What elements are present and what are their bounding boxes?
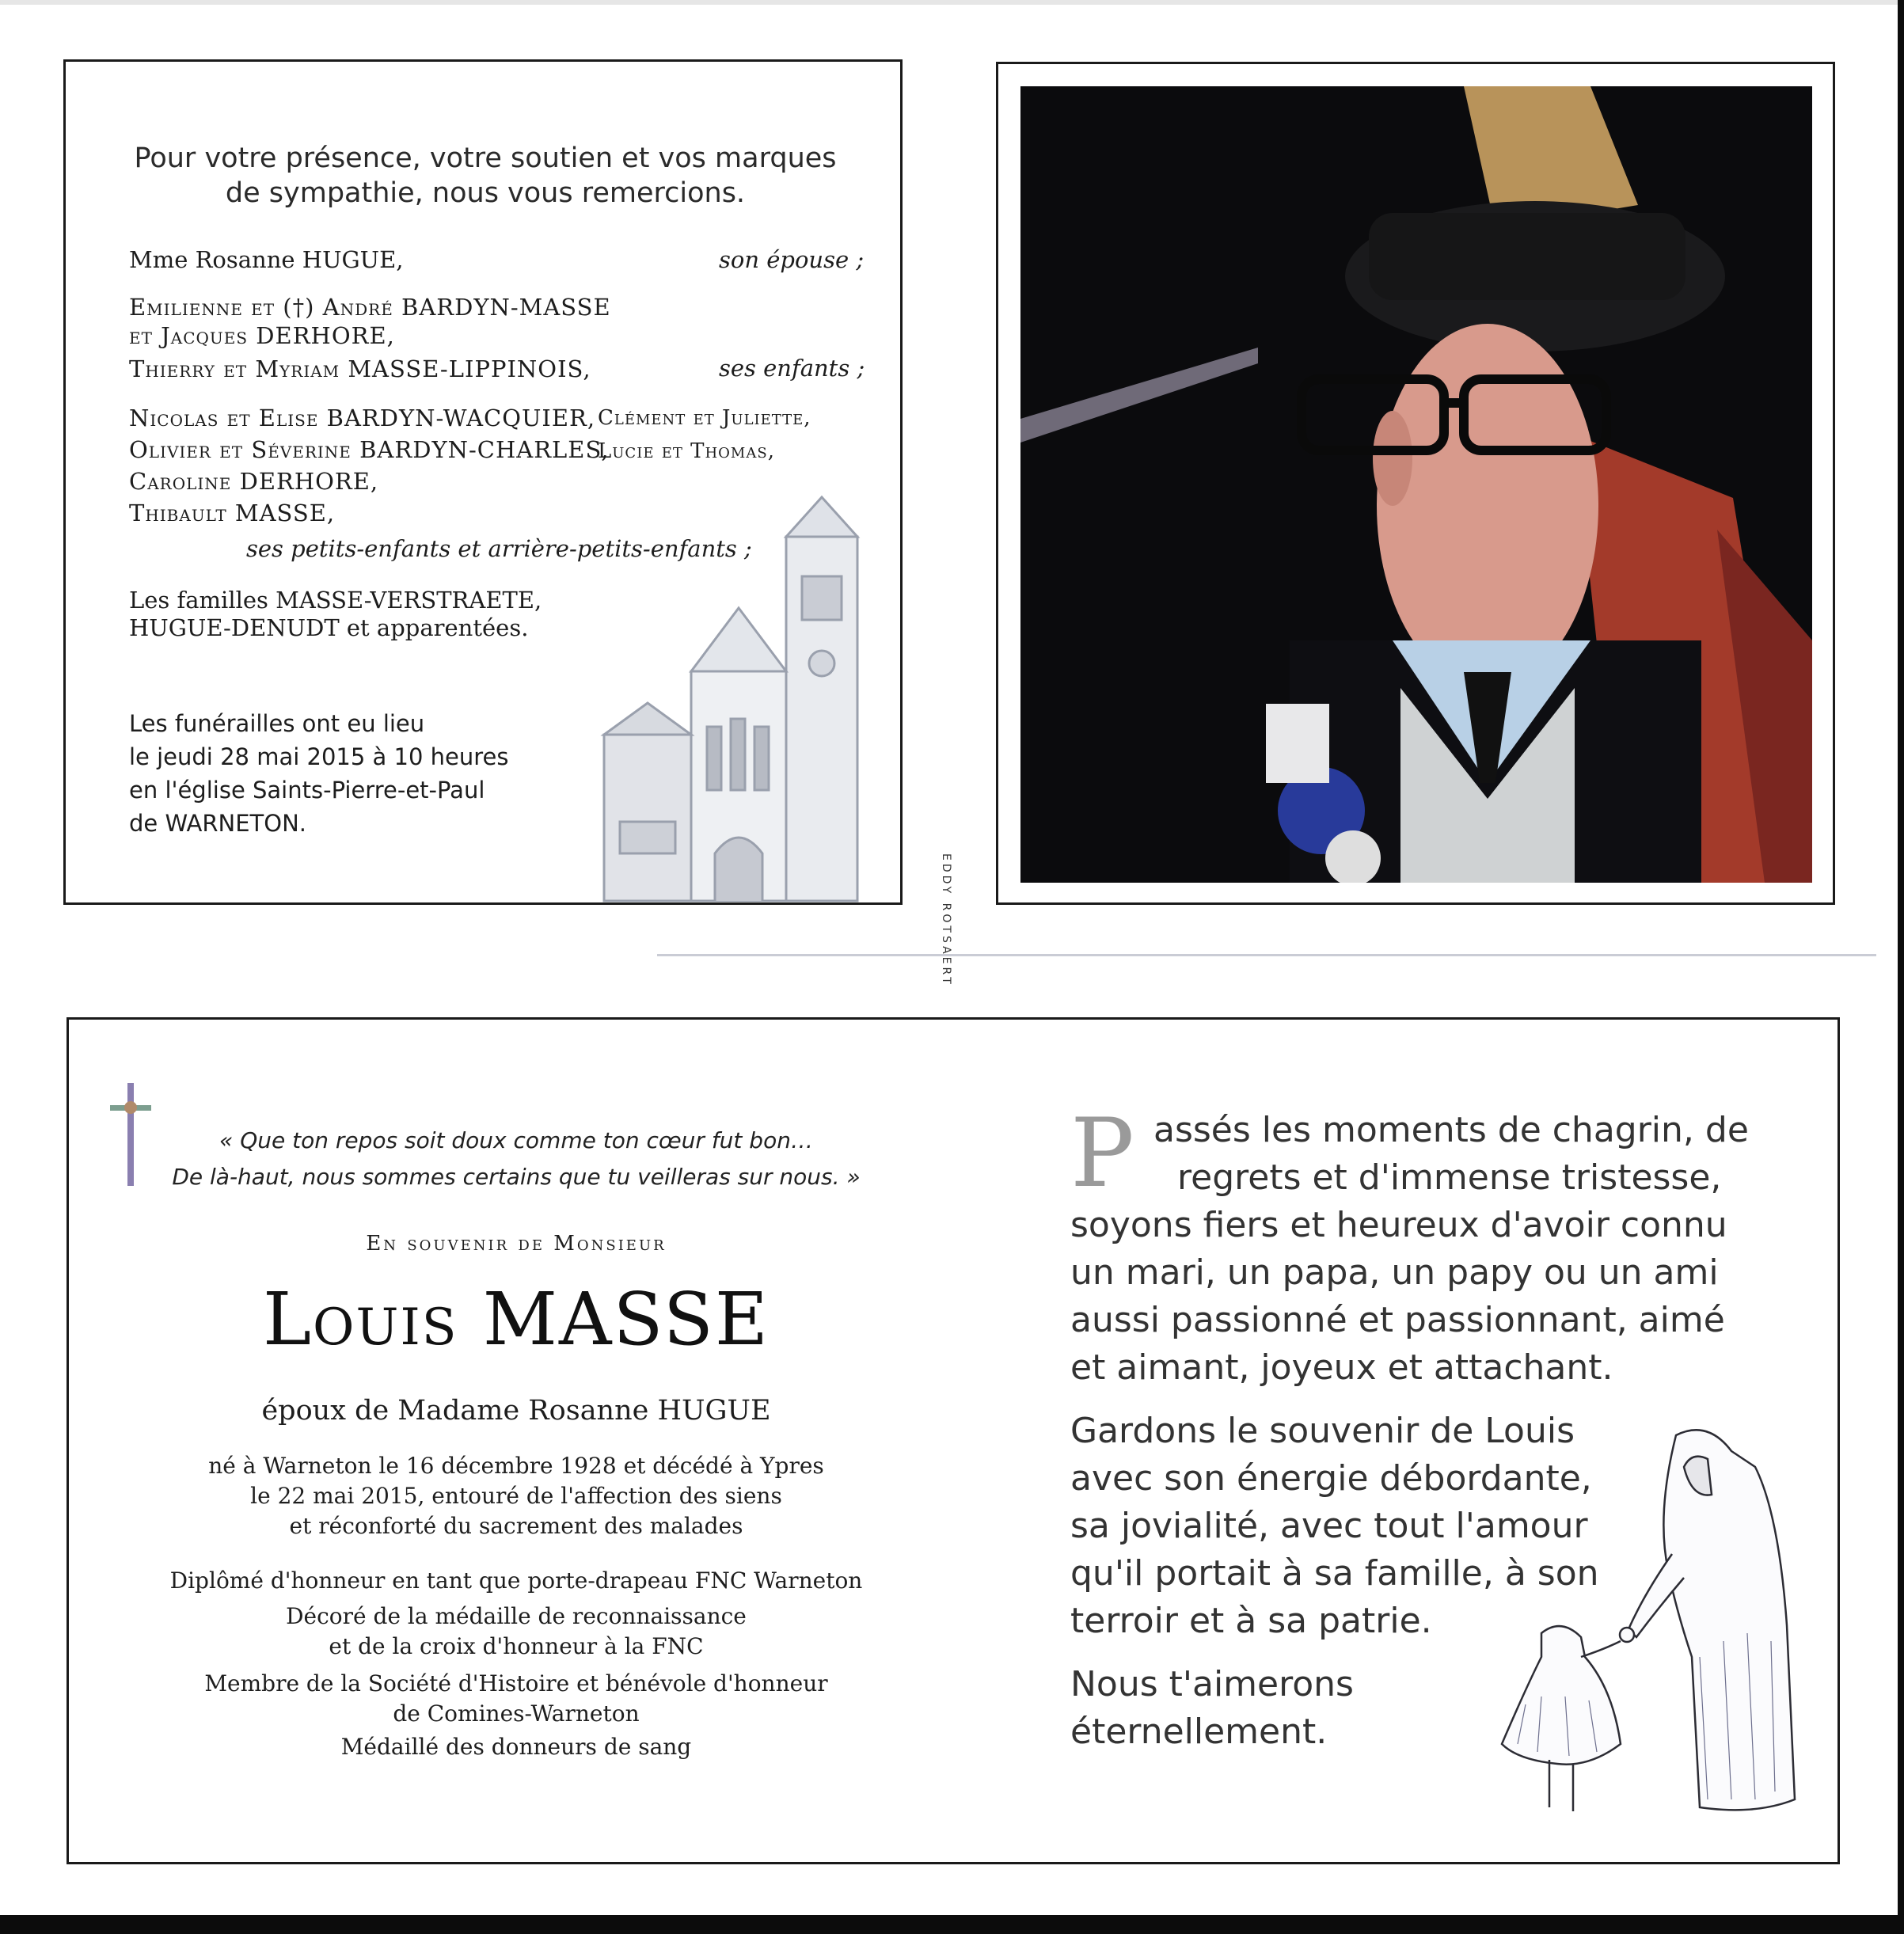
bio-society	[69, 1669, 963, 1729]
memorial-quote	[69, 1123, 963, 1195]
family-extended-1: Les familles MASSE-VERSTRAETE,	[129, 587, 542, 614]
poem-dropcap: P	[1070, 1099, 1134, 1209]
bio-life	[69, 1451, 963, 1541]
role-grandchildren: ses petits-enfants et arrière-petits-enfants ;	[246, 535, 752, 562]
funeral-line-1: Les funérailles ont eu lieu	[129, 710, 425, 737]
portrait-photo	[1020, 86, 1812, 883]
family-extended-2: HUGUE-DENUDT et apparentées.	[129, 614, 529, 641]
bio-line-5: Décoré de la médaille de reconnaissance	[286, 1603, 747, 1629]
family-child-1-partner: et Jacques DERHORE,	[129, 322, 395, 349]
family-grandchild-3: Caroline DERHORE,	[129, 468, 379, 495]
thanks-intro	[66, 141, 905, 211]
photographer-credit: EDDY ROTSAERT	[940, 853, 952, 987]
family-child-2: Thierry et Myriam MASSE-LIPPINOIS,	[129, 355, 591, 382]
thanks-intro-line-2: de sympathie, nous vous remercions.	[225, 177, 746, 209]
family-child-1: Emilienne et (†) André BARDYN-MASSE	[129, 294, 611, 321]
deceased-name: Louis MASSE	[262, 1277, 770, 1362]
funeral-line-2: le jeudi 28 mai 2015 à 10 heures	[129, 743, 509, 770]
thanks-panel	[63, 59, 952, 987]
family-grandchild-4: Thibault MASSE,	[129, 500, 336, 526]
poem-line-1: assés les moments de chagrin, de	[1153, 1110, 1749, 1150]
memorial-panel	[67, 1017, 1840, 1864]
family-greatgrandchildren-1: Clément et Juliette,	[598, 406, 811, 430]
poem-line-7: Gardons le souvenir de Louis	[1070, 1411, 1575, 1451]
bio-honors	[69, 1566, 963, 1596]
photo-panel	[996, 62, 1835, 905]
in-memory-of: En souvenir de Monsieur	[366, 1232, 667, 1256]
poem-line-10: qu'il portait à sa famille, à son	[1070, 1553, 1599, 1594]
poem-line-6: et aimant, joyeux et attachant.	[1070, 1347, 1613, 1388]
bio-decorations	[69, 1602, 963, 1662]
bio-line-3: et réconforté du sacrement des malades	[289, 1513, 743, 1539]
thanks-intro-line-1: Pour votre présence, votre soutien et vos marques	[134, 142, 837, 174]
bio-line-9: Médaillé des donneurs de sang	[340, 1734, 692, 1760]
poem-line-4: un mari, un papa, un papy ou un ami	[1070, 1252, 1719, 1293]
scan-edge-top	[0, 0, 1904, 5]
quote-line-1: « Que ton repos soit doux comme ton cœur fut bon…	[219, 1127, 813, 1153]
bio-blood-donor	[69, 1732, 963, 1762]
bio-line-1: né à Warneton le 16 décembre 1928 et décédé à Ypres	[208, 1453, 824, 1479]
church-illustration	[572, 489, 921, 905]
bio-line-2: le 22 mai 2015, entouré de l'affection des siens	[250, 1483, 782, 1509]
fold-line	[657, 954, 1876, 956]
poem-line-5: aussi passionné et passionnant, aimé	[1070, 1300, 1725, 1340]
family-grandchild-1: Nicolas et Elise BARDYN-WACQUIER,	[129, 405, 596, 431]
spouse-line: époux de Madame Rosanne HUGUE	[261, 1395, 771, 1427]
bio-line-4: Diplômé d'honneur en tant que porte-drapeau FNC Warneton	[169, 1567, 863, 1594]
family-grandchild-2: Olivier et Séverine BARDYN-CHARLES,	[129, 436, 610, 463]
poem-line-8: avec son énergie débordante,	[1070, 1458, 1592, 1499]
role-children: ses enfants ;	[719, 355, 865, 382]
poem-line-12: Nous t'aimerons	[1070, 1664, 1354, 1704]
poem-line-2: regrets et d'immense tristesse,	[1177, 1157, 1722, 1198]
poem-line-9: sa jovialité, avec tout l'amour	[1070, 1506, 1588, 1546]
scan-edge-bottom	[0, 1915, 1904, 1934]
family-spouse: Mme Rosanne HUGUE,	[129, 246, 404, 273]
role-spouse: son épouse ;	[719, 246, 865, 273]
family-greatgrandchildren-2: Lucie et Thomas,	[598, 439, 775, 463]
poem-line-13: éternellement.	[1070, 1712, 1328, 1752]
hooded-figures-illustration	[1494, 1419, 1811, 1831]
poem-line-3: soyons fiers et heureux d'avoir connu	[1070, 1205, 1727, 1245]
bio-line-6: et de la croix d'honneur à la FNC	[329, 1633, 704, 1659]
scan-edge-right	[1898, 0, 1904, 1934]
bio-line-8: de Comines-Warneton	[393, 1700, 640, 1727]
poem-line-11: terroir et à sa patrie.	[1070, 1601, 1432, 1641]
funeral-line-3: en l'église Saints-Pierre-et-Paul	[129, 777, 485, 804]
funeral-info	[129, 707, 508, 840]
quote-line-2: De là-haut, nous sommes certains que tu veilleras sur nous. »	[172, 1164, 861, 1190]
funeral-line-4: de WARNETON.	[129, 810, 307, 837]
bio-line-7: Membre de la Société d'Histoire et bénévole d'honneur	[204, 1670, 828, 1697]
